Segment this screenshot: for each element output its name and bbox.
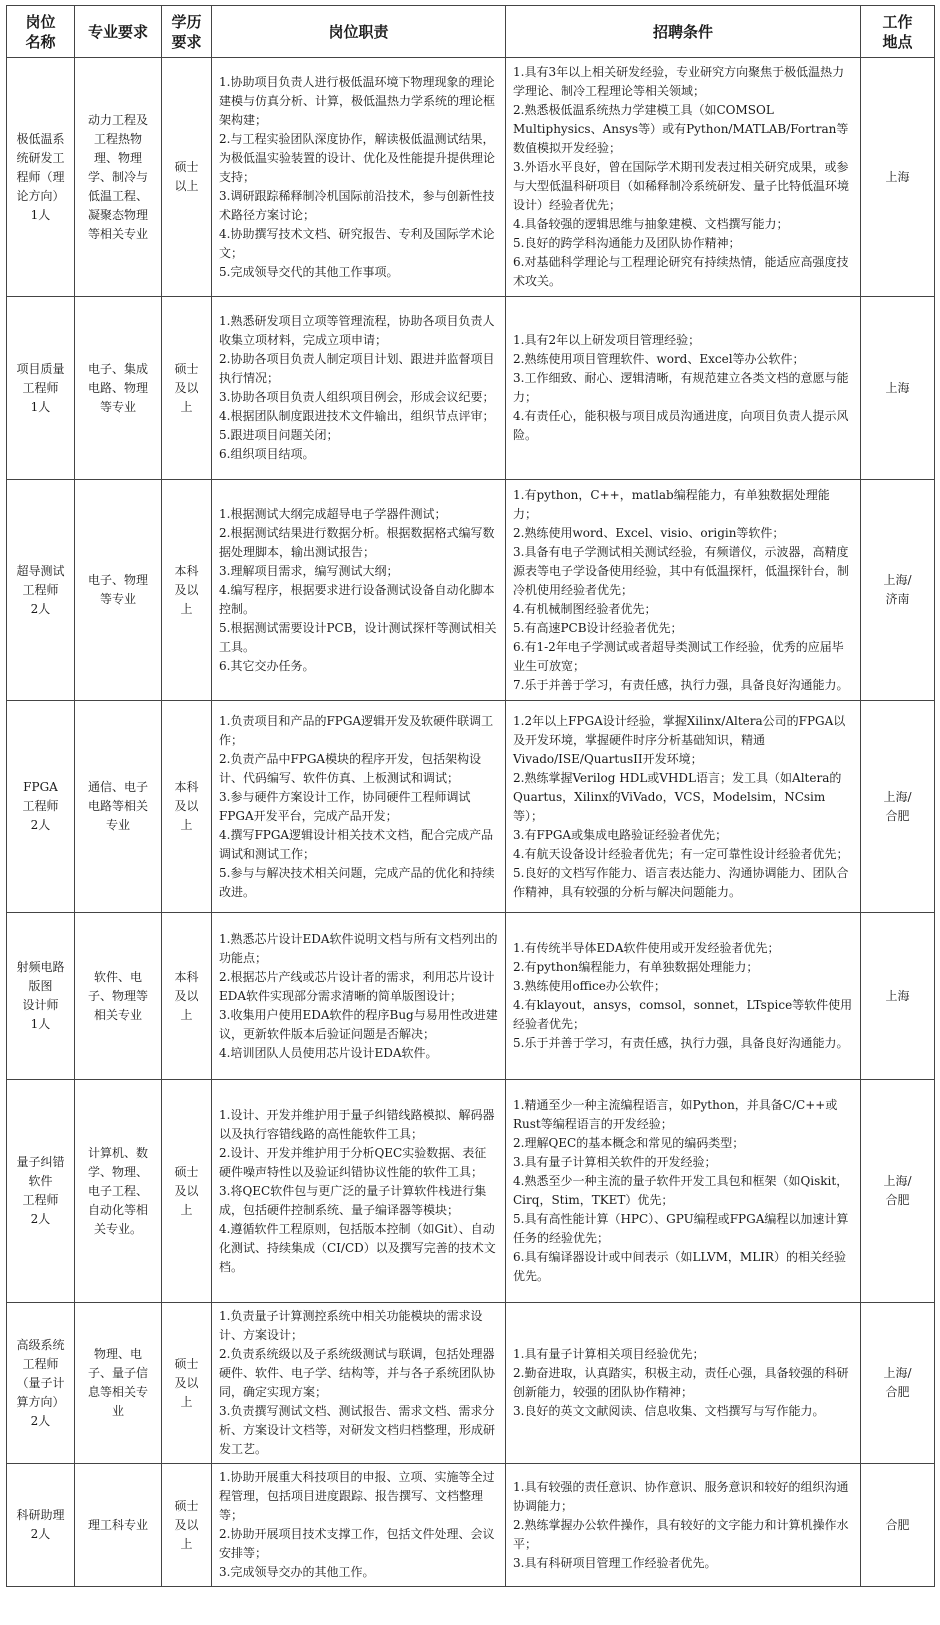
cell-degree: 硕士 以上 (162, 58, 212, 297)
conditions-item: 6.对基础科学理论与工程理论研究有持续热情，能适应高强度技术攻关。 (513, 255, 849, 288)
cell-major: 计算机、数 学、物理、 电子工程、 自动化等相 关专业。 (75, 1080, 162, 1303)
duties-item: 1.设计、开发并维护用于量子纠错线路模拟、解码器以及执行容错线路的高性能软件工具； (219, 1107, 495, 1141)
duties-item: 3.收集用户使用EDA软件的程序Bug与易用性改进建议，更新软件版本后验证问题是否解决； (219, 1007, 498, 1041)
duties-item: 1.协助项目负责人进行极低温环境下物理现象的理论建模与仿真分析、计算，极低温热力学系统的理论框架构建； (219, 74, 496, 127)
conditions-item: 1.有传统半导体EDA软件使用或开发经验者优先； (513, 941, 780, 955)
conditions-item: 5.有高速PCB设计经验者优先； (513, 620, 683, 635)
cell-duties (212, 1303, 506, 1464)
conditions-item: 4.有klayout，ansys，comsol，sonnet，LTspice等软件使用经验者优先； (513, 998, 853, 1031)
duties-item: 2.协助开展项目技术支撑工作，包括文件处理、会议安排等； (219, 1527, 495, 1560)
duties-item: 2.负责产品中FPGA模块的程序开发，包括架构设计、代码编写、软件仿真、上板测试和调试； (219, 751, 482, 785)
conditions-item: 4.有责任心，能积极与项目成员沟通进度，向项目负责人提示风险。 (513, 409, 849, 442)
conditions-item: 1.具有量子计算相关项目经验优先； (513, 1347, 705, 1361)
header-major: 专业要求 (75, 6, 162, 58)
duties-item: 5.跟进项目问题关闭； (219, 428, 339, 442)
duties-item: 3.负责撰写测试文档、测试报告、需求文档、需求分析、方案设计文档等，对研发文档归档整理，形成研发工艺。 (219, 1404, 496, 1456)
duties-item: 1.熟悉研发项目立项等管理流程，协助各项目负责人收集立项材料，完成立项申请； (219, 314, 495, 347)
cell-location: 上海 (861, 58, 935, 297)
duties-item: 4.撰写FPGA逻辑设计相关技术文档，配合完成产品调试和测试工作； (219, 827, 494, 861)
duties-item: 3.完成领导交办的其他工作。 (219, 1565, 375, 1579)
cell-position: 项目质量 工程师 1人 (7, 297, 75, 480)
cell-position: 高级系统 工程师 （量子计 算方向） 2人 (7, 1303, 75, 1464)
cell-location: 上海/ 合肥 (861, 1080, 935, 1303)
cell-major: 电子、物理 等专业 (75, 480, 162, 701)
cell-position: 射频电路 版图 设计师 1人 (7, 913, 75, 1080)
duties-item: 4.培训团队人员使用芯片设计EDA软件。 (219, 1045, 438, 1060)
conditions-item: 3.有FPGA或集成电路验证经验者优先； (513, 827, 728, 842)
header-conditions: 招聘条件 (506, 6, 861, 58)
cell-major: 理工科专业 (75, 1464, 162, 1587)
conditions-item: 2.理解QEC的基本概念和常见的编码类型； (513, 1136, 745, 1150)
conditions-item: 3.具有量子计算相关软件的开发经验； (513, 1155, 717, 1169)
cell-position: 极低温系 统研发工 程师（理 论方向） 1人 (7, 58, 75, 297)
table-row (7, 913, 935, 1080)
cell-major: 物理、电 子、量子信 息等相关专 业 (75, 1303, 162, 1464)
duties-item: 2.协助各项目负责人制定项目计划、跟进并监督项目执行情况； (219, 352, 495, 385)
duties-item: 1.负责量子计算测控系统中相关功能模块的需求设计、方案设计； (219, 1309, 483, 1342)
conditions-item: 3.熟练使用office办公软件； (513, 979, 666, 993)
conditions-item: 1.具有较强的责任意识、协作意识、服务意识和较好的组织沟通协调能力； (513, 1479, 849, 1513)
cell-conditions (506, 58, 861, 297)
conditions-item: 6.有1-2年电子学测试或者超导类测试工作经验，优秀的应届毕业生可放宽； (513, 639, 844, 673)
duties-item: 6.其它交办任务。 (219, 658, 315, 673)
conditions-item: 2.熟练掌握Verilog HDL或VHDL语言；发工具（如Altera的Quartus，Xilinx的ViVado，VCS，Modelsim，NCsim等）； (513, 770, 842, 823)
table-row (7, 297, 935, 480)
duties-item: 5.根据测试需要设计PCB，设计测试探杆等测试相关工具。 (219, 620, 497, 654)
cell-degree: 硕士 及以 上 (162, 1303, 212, 1464)
conditions-item: 3.工作细致、耐心、逻辑清晰，有规范建立各类文档的意愿与能力； (513, 371, 849, 404)
cell-location: 上海 (861, 297, 935, 480)
duties-item: 3.将QEC软件包与更广泛的量子计算软件栈进行集成，包括硬件控制系统、量子编译器等模块； (219, 1183, 487, 1217)
conditions-item: 4.有机械制图经验者优先； (513, 601, 657, 616)
duties-item: 5.完成领导交代的其他工作事项。 (219, 264, 399, 279)
cell-location: 上海/ 济南 (861, 480, 935, 701)
header-row (7, 6, 935, 58)
duties-item: 4.编写程序，根据要求进行设备测试设备自动化脚本控制。 (219, 582, 495, 616)
conditions-item: 2.熟练使用项目管理软件、word、Excel等办公软件； (513, 352, 805, 366)
duties-item: 5.参与与解决技术相关问题，完成产品的优化和持续改进。 (219, 865, 495, 899)
conditions-item: 2.熟悉极低温系统热力学建模工具（如COMSOL Multiphysics、Ansys等）或有Python/MATLAB/Fortran等数值模拟开发经验； (513, 103, 849, 155)
cell-major: 通信、电子 电路等相关 专业 (75, 701, 162, 913)
conditions-item: 3.外语水平良好，曾在国际学术期刊发表过相关研究成果，或参与大型低温科研项目（如稀释制冷系统研发、量子比特低温环境设计）经验者优先； (513, 160, 850, 212)
cell-degree: 硕士 及以 上 (162, 1464, 212, 1587)
table-row (7, 1303, 935, 1464)
table-row (7, 1464, 935, 1587)
table-row (7, 1080, 935, 1303)
cell-duties (212, 1080, 506, 1303)
conditions-item: 4.有航天设备设计经验者优先；有一定可靠性设计经验者优先； (513, 846, 849, 861)
duties-item: 2.根据芯片产线或芯片设计者的需求，利用芯片设计EDA软件实现部分需求清晰的简单版图设计； (219, 969, 495, 1003)
cell-location: 上海/ 合肥 (861, 701, 935, 913)
conditions-item: 3.良好的英文文献阅读、信息收集、文档撰写与写作能力。 (513, 1404, 825, 1418)
cell-duties (212, 297, 506, 480)
recruitment-table (6, 5, 935, 1587)
duties-item: 3.参与硬件方案设计工作，协同硬件工程师调试FPGA开发平台，完成产品开发； (219, 789, 471, 823)
cell-degree: 硕士 及以 上 (162, 297, 212, 480)
duties-item: 4.遵循软件工程原则，包括版本控制（如Git）、自动化测试、持续集成（CI/CD）以及撰写完善的技术文档。 (219, 1221, 496, 1274)
conditions-item: 7.乐于并善于学习，有责任感，执行力强，具备良好沟通能力。 (513, 677, 849, 692)
duties-item: 3.协助各项目负责人组织项目例会，形成会议纪要； (219, 390, 495, 404)
header-duties: 岗位职责 (212, 6, 506, 58)
cell-degree: 本科 及以 上 (162, 701, 212, 913)
duties-item: 2.设计、开发并维护用于分析QEC实验数据、表征硬件噪声特性以及验证纠错协议性能的软件工具； (219, 1145, 487, 1179)
cell-conditions (506, 913, 861, 1080)
cell-location: 上海/ 合肥 (861, 1303, 935, 1464)
conditions-item: 5.良好的文档写作能力、语言表达能力、沟通协调能力、团队合作精神，具有较强的分析与解决问题能力。 (513, 865, 849, 899)
duties-item: 2.负责系统级以及子系统级测试与联调，包括处理器硬件、软件、电子学、结构等，并与各子系统团队协同，确定实现方案； (219, 1347, 496, 1399)
cell-conditions (506, 1464, 861, 1587)
duties-item: 6.组织项目结项。 (219, 447, 315, 461)
cell-degree: 本科 及以 上 (162, 913, 212, 1080)
duties-item: 1.熟悉芯片设计EDA软件说明文档与所有文档列出的功能点； (219, 931, 498, 965)
recruitment-sheet (6, 5, 935, 1587)
cell-duties (212, 480, 506, 701)
duties-item: 3.理解项目需求，编写测试大纲； (219, 563, 399, 578)
cell-major: 软件、电 子、物理等 相关专业 (75, 913, 162, 1080)
conditions-item: 2.勤奋进取，认真踏实，积极主动，责任心强，具备较强的科研创新能力，较强的团队协作精神； (513, 1366, 849, 1399)
cell-position: 量子纠错 软件 工程师 2人 (7, 1080, 75, 1303)
table-row (7, 480, 935, 701)
cell-conditions (506, 297, 861, 480)
cell-conditions (506, 1080, 861, 1303)
conditions-item: 5.良好的跨学科沟通能力及团队协作精神； (513, 236, 741, 250)
duties-item: 3.调研跟踪稀释制冷机国际前沿技术，参与创新性技术路径方案讨论； (219, 188, 495, 222)
cell-degree: 本科 及以 上 (162, 480, 212, 701)
cell-conditions (506, 701, 861, 913)
cell-duties (212, 58, 506, 297)
cell-duties (212, 913, 506, 1080)
duties-item: 4.根据团队制度跟进技术文件输出，组织节点评审； (219, 409, 495, 423)
conditions-item: 4.具备较强的逻辑思维与抽象建模、文档撰写能力； (513, 217, 789, 231)
header-position: 岗位 名称 (7, 6, 75, 58)
duties-item: 2.与工程实验团队深度协作，解读极低温测试结果，为极低温实验装置的设计、优化及性能提升提供理论支持； (219, 131, 496, 184)
header-location: 工作 地点 (861, 6, 935, 58)
conditions-item: 5.具有高性能计算（HPC）、GPU编程或FPGA编程以加速计算任务的经验优先； (513, 1212, 849, 1245)
conditions-item: 6.具有编译器设计或中间表示（如LLVM，MLIR）的相关经验优先。 (513, 1250, 846, 1283)
cell-position: 超导测试 工程师 2人 (7, 480, 75, 701)
cell-position: FPGA 工程师 2人 (7, 701, 75, 913)
conditions-item: 3.具有科研项目管理工作经验者优先。 (513, 1555, 717, 1570)
cell-location: 合肥 (861, 1464, 935, 1587)
cell-major: 电子、集成 电路、物理 等专业 (75, 297, 162, 480)
conditions-item: 2.有python编程能力，有单独数据处理能力； (513, 960, 759, 974)
conditions-item: 1.有python，C++，matlab编程能力，有单独数据处理能力； (513, 487, 830, 521)
conditions-item: 2.熟练使用word、Excel、visio、origin等软件； (513, 525, 785, 540)
conditions-item: 3.具备有电子学测试相关测试经验，有频谱仪，示波器，高精度源表等电子学设备使用经验，其中有低温探杆，低温探针台，制冷机使用经验者优先； (513, 544, 850, 597)
conditions-item: 1.精通至少一种主流编程语言，如Python，并具备C/C++或Rust等编程语言的开发经验； (513, 1098, 838, 1131)
cell-duties (212, 1464, 506, 1587)
conditions-item: 2.熟练掌握办公软件操作，具有较好的文字能力和计算机操作水平； (513, 1517, 849, 1551)
cell-duties (212, 701, 506, 913)
conditions-item: 1.具有3年以上相关研发经验，专业研究方向聚焦于极低温热力学理论、制冷工程理论等相关领域； (513, 65, 845, 98)
cell-location: 上海 (861, 913, 935, 1080)
cell-position: 科研助理 2人 (7, 1464, 75, 1587)
conditions-item: 4.熟悉至少一种主流的量子软件开发工具包和框架（如Qiskit，Cirq，Stim，TKET）优先； (513, 1174, 849, 1207)
duties-item: 1.协助开展重大科技项目的申报、立项、实施等全过程管理，包括项目进度跟踪、报告撰写、文档整理等； (219, 1470, 495, 1522)
duties-item: 1.根据测试大纲完成超导电子学器件测试； (219, 506, 447, 521)
cell-degree: 硕士 及以 上 (162, 1080, 212, 1303)
conditions-item: 1.2年以上FPGA设计经验，掌握Xilinx/Altera公司的FPGA以及开发环境，掌握硬件时序分析基础知识，精通Vivado/ISE/QuartusII开发环境； (513, 713, 846, 766)
cell-conditions (506, 480, 861, 701)
table-row (7, 701, 935, 913)
cell-conditions (506, 1303, 861, 1464)
duties-item: 1.负责项目和产品的FPGA逻辑开发及软硬件联调工作； (219, 713, 494, 747)
duties-item: 2.根据测试结果进行数据分析。根据数据格式编写数据处理脚本，输出测试报告； (219, 525, 495, 559)
duties-item: 4.协助撰写技术文档、研究报告、专利及国际学术论文； (219, 226, 495, 260)
conditions-item: 1.具有2年以上研发项目管理经验； (513, 333, 701, 347)
conditions-item: 5.乐于并善于学习，有责任感，执行力强，具备良好沟通能力。 (513, 1036, 849, 1050)
table-row (7, 58, 935, 297)
header-degree: 学历 要求 (162, 6, 212, 58)
cell-major: 动力工程及 工程热物 理、物理 学、制冷与 低温工程、 凝聚态物理 等相关专业 (75, 58, 162, 297)
